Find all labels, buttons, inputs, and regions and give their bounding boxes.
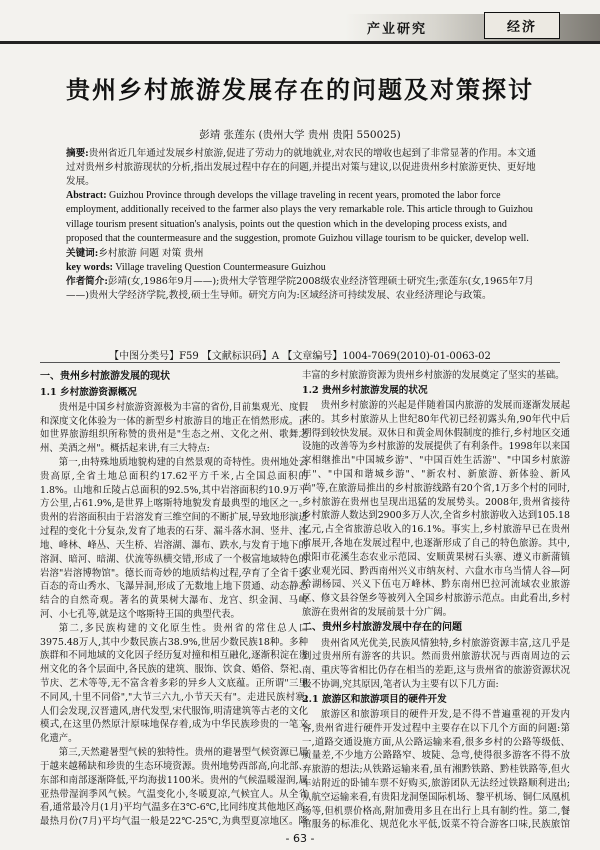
left-column <box>40 369 308 829</box>
section-heading: 一、贵州乡村旅游发展的现状 <box>40 371 170 382</box>
paper-title: 贵州乡村旅游发展存在的问题及对策探讨 <box>66 75 534 104</box>
abstract-en: Abstract: Guizhou Province through develops the village traveling in recent years, promoted the labor force employment, additionally received to the farmer also plays the very remarkable role. This article through to Guizhou village tourism present situation's analysis, points out the question which in the developing process exists, and proposed that the countermeasure and the suggestion, promote Guizhou village tourism to be quicker, develop well. <box>66 189 533 245</box>
paragraph: 贵州乡村旅游的兴起是伴随着国内旅游的发展而逐渐发展起来的。其乡村旅游从上世纪80年代初已经初露头角,90年代中后期得到较快发展。双休日和黄金周休假制度的推行,乡村地区交通设施的改善等为乡村旅游的发展提供了有利条件。1998年以来国家相继推出"中国城乡游"、"中国百姓生活游"、"中国乡村旅游年"、"中国和谐城乡游"、"新农村、新旅游、新体验、新风尚"等,在旅游局推出的乡村旅游线路有20个省,1万多个村的同时,乡村旅游在贵州也呈现出迅猛的发展势头。2008年,贵州省接待乡村旅游人数达到2900多万人次,全省乡村旅游收入达到105.18亿元,占全省旅游总收入的16.1%。事实上,乡村旅游早已在贵州省展开,各地在发展过程中,也逐渐形成了自己的特色旅游。其中,贵阳市花溪生态农业示范园、安顺黄果树石头寨、遵义市新蒲镇农业观光园、黔西南州兴义市纳灰村、六盘水市乌当情人谷—阿哈湖杨园、兴义下伍屯万峰林、黔东南州巴拉河流域农业旅游区、修文县谷堡乡等被列入全国乡村旅游示范点。由此看出,乡村旅游在贵州省的发展前景十分广阔。 <box>302 399 570 619</box>
subsection-heading: 1.2 贵州乡村旅游发展的状况 <box>302 384 428 396</box>
subsection-heading: 1.1 乡村旅游资源概况 <box>40 386 137 398</box>
paragraph: 贵州是中国乡村旅游资源极为丰富的省份,目前集观光、度假和深度文化体验为一体的新型乡村旅游目的地正在悄然形成。正如世界旅游组织所称赞的贵州是"生态之州、文化之州、歌舞之州、美酒之州"。概括起来讲,有三大特点: <box>40 401 308 455</box>
abstract-zh: 摘要:贵州省近几年通过发展乡村旅游,促进了劳动力的就地就业,对农民的增收也起到了非常显著的作用。本文通过对贵州乡村旅游现状的分析,指出发展过程中存在的问题,并提出对策与建议,以促进贵州乡村旅游更快、更好地发展。 <box>66 148 537 187</box>
author-info: 作者简介:彭靖(女,1986年9月——);贵州大学管理学院2008级农业经济管理硕士研究生;张莲东(女,1965年7月——)贵州大学经济学院,教授,硕士生导师。研究方向为:区域经济可持续发展、农业经济理论与政策。 <box>66 276 534 302</box>
section-heading: 二、贵州乡村旅游发展中存在的问题 <box>302 621 462 633</box>
divider <box>40 362 560 363</box>
classification-line: 【中图分类号】F59 【文献标识码】A 【文章编号】1004-7069(2010)-01-0063-02 <box>109 351 491 362</box>
paragraph: 第二,多民族构建的文化原生性。贵州省的常住总人口3975.48万人,其中少数民族占38.9%,世居少数民族18种。多种族群和不同地域的文化因子经历复对撞和相互融化,逐渐积淀在贵州文化的各个层面中,各民族的建筑、服饰、饮食、婚俗、祭祀、节庆、艺术等等,无不富含着多彩的异乡人文底蕴。正所谓"三里不同风,十里不同俗","大节三六九,小节天天有"。走进民族村寨,人们会发现,汉晋遗风,唐代发型,宋代服饰,明清建筑等古老的文化模式,在这里仍然原汁原味地保存着,成为中华民族珍贵的一笔文化遗产。 <box>40 622 308 745</box>
paragraph: 丰富的乡村旅游资源为贵州乡村旅游的发展奠定了坚实的基础。 <box>302 370 565 381</box>
paper-authors: 彭靖 张莲东 (贵州大学 贵州 贵阳 550025) <box>199 129 401 141</box>
page-number: - 63 - <box>285 832 315 845</box>
keywords-zh: 关键词:乡村旅游 问题 对策 贵州 <box>66 247 204 259</box>
paragraph: 旅游区和旅游项目的硬件开发,是不得不普遍重视的开发内容,贵州省进行硬件开发过程中主要存在以下几个方面的问题:第一,道路交通设施方面,从公路运输来看,很多乡村的公路等级低、质量差,不少地方公路路窄、坡陡、急弯,使得很多游客不得不放弃旅游的想法;从铁路运输来看,虽有湘黔铁路、黔桂铁路等,但火车站附近的卧铺车票不好购买,旅游团队无法经过铁路顺利进出;从航空运输来看,有贵阳龙洞堡国际机场、黎平机场、铜仁凤凰机场等,但机票价格高,附加费用多且在出行上具有制约性。第二,餐馆服务的标准化、规范化水平低,饭菜不符合游客口味,民族旅馆 <box>302 708 570 829</box>
paragraph: 第一,由特殊地质地貌构建的自然景观的奇特性。贵州地处云贵高原,全省土地总面积约17.62平方千米,占全国总面积的1.8%。山地和丘陵占总面积的92.5%,其中岩溶面积约10.9万平方公里,占61.9%,是世界上喀斯特地貌发育最典型的地区之一。贵州的岩溶面积由于岩溶发育三维空间的不断扩展,导致地形演进过程的变化十分复杂,发育了地表的石芽、漏斗落水洞、竖井、洼地、峰林、峰丛、天生桥、岩溶湖、瀑布、跌水,与发育于地下的溶洞、暗河、暗湖、伏流等纵横交错,形成了一个极富地域特色的岩溶"岩溶博物馆"。德长而奇妙的地质结构过程,孕育了全省千姿百态的奇山秀水、飞瀑异洞,形成了无数地上地下贯通、动态静态结合的自然奇观。著名的黄果树大瀑布、龙宫、织金洞、马岭河、小七孔等,就是这个喀斯特王国的典型代表。 <box>40 457 308 620</box>
abstract-block <box>66 147 544 347</box>
paragraph: 贵州省风光优美,民族风情独特,乡村旅游资源丰富,这几乎是到过贵州所有游客的共识。然而贵州旅游状况与西南周边的云南、重庆等省相比仍存在相当的差距,这与贵州省的旅游资源状况极不协调,究其原因,笔者认为主要有以下几方面: <box>302 637 570 691</box>
paragraph: 第三,天然避暑型气候的独特性。贵州的避暑型气候资源已属于越来越稀缺和珍贵的生态环境资源。贵州地势西部高,向北部、东部和南部逐渐降低,平均海拔1100米。贵州的气候温暖湿润,属亚热带湿润季风气候。气温变化小,冬暖夏凉,气候宜人。从全省看,通常最冷月(1月)平均气温多在3℃-6℃,比同纬度其他地区高;最热月份(7月)平均气温一般是22℃-25℃,为典型夏凉地区。降 <box>40 747 308 828</box>
journal-section-label: 产业研究 <box>367 22 428 37</box>
journal-logo: 经济 <box>484 12 560 39</box>
subsection-heading: 2.1 旅游区和旅游项目的硬件开发 <box>302 693 447 705</box>
right-column <box>302 369 570 829</box>
keywords-en: key words: Village traveling Question Countermeasure Guizhou <box>66 261 326 273</box>
header-rule <box>0 41 600 44</box>
